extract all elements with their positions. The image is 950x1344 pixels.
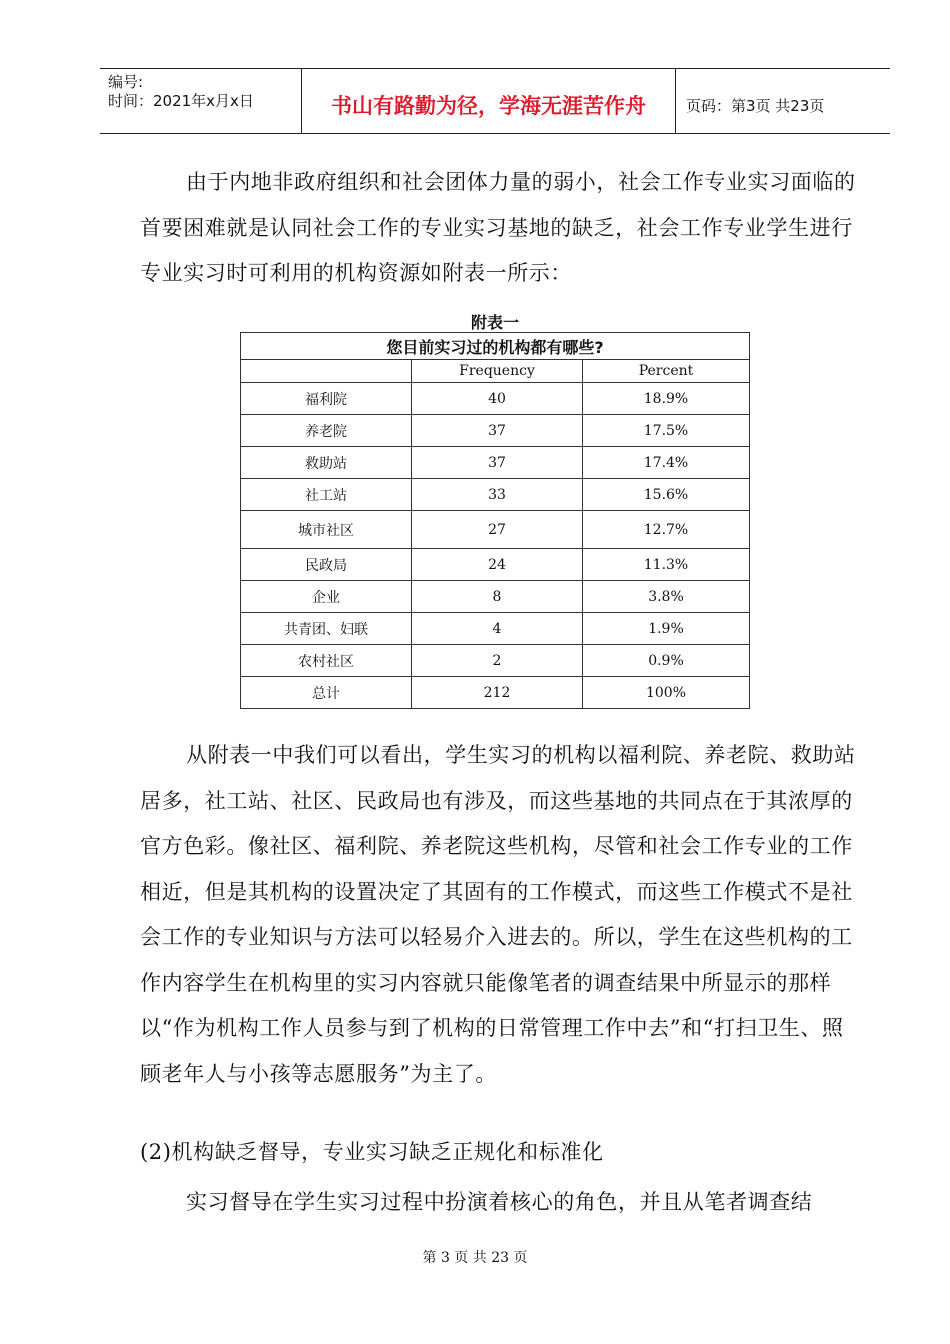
table-cell-frequency: 40 (412, 383, 583, 415)
table-cell-percent: 12.7% (583, 511, 750, 549)
header-meta (100, 69, 302, 133)
table-cell-institution: 养老院 (241, 415, 412, 447)
table-total-row (241, 677, 750, 709)
paragraph-2-text: 从附表一中我们可以看出，学生实习的机构以福利院、养老院、救助站居多，社工站、社区、民政局也有涉及，而这些基地的共同点在于其浓厚的官方色彩。像社区、福利院、养老院这些机构，尽管和社会工作专业的工作相近，但是其机构的设置决定了其固有的工作模式，而这些工作模式不是社会工作的专业知识与方法可以轻易介入进去的。所以，学生在这些机构的工作内容学生在机构里的实习内容就只能像笔者的调查结果中所显示的那样以“作为机构工作人员参与到了机构的日常管理工作中去”和“打扫卫生、照顾老年人与小孩等志愿服务”为主了。 (140, 743, 856, 1086)
table-cell-percent: 17.5% (583, 415, 750, 447)
table-cell-frequency: 2 (412, 645, 583, 677)
column-header-frequency: Frequency (412, 360, 583, 383)
frequency-table (240, 332, 750, 709)
table-cell-institution: 农村社区 (241, 645, 412, 677)
table-row (241, 479, 750, 511)
table-cell-frequency: 37 (412, 447, 583, 479)
serial-label: 编号: (108, 73, 144, 91)
page-header (100, 68, 890, 134)
table-row (241, 511, 750, 549)
table-cell-total-label: 总计 (241, 677, 412, 709)
table-question: 您目前实习过的机构都有哪些? (241, 333, 750, 360)
table-cell-percent: 17.4% (583, 447, 750, 479)
column-header-blank (241, 360, 412, 383)
table-row (241, 383, 750, 415)
header-page-number: 页码：第3页 共23页 (686, 96, 825, 115)
table-cell-percent: 15.6% (583, 479, 750, 511)
paragraph-3 (140, 1180, 860, 1226)
page-footer: 第 3 页 共 23 页 (422, 1250, 528, 1266)
table-cell-frequency: 24 (412, 549, 583, 581)
table-cell-frequency: 27 (412, 511, 583, 549)
table-row (241, 613, 750, 645)
header-motto: 书山有路勤为径，学海无涯苦作舟 (302, 69, 676, 133)
table-cell-institution: 救助站 (241, 447, 412, 479)
table-cell-frequency: 37 (412, 415, 583, 447)
table-row (241, 549, 750, 581)
section-subheading: (2)机构缺乏督导，专业实习缺乏正规化和标准化 (140, 1140, 604, 1164)
table-cell-institution: 企业 (241, 581, 412, 613)
table-cell-percent: 0.9% (583, 645, 750, 677)
table-row (241, 415, 750, 447)
table-cell-total-frequency: 212 (412, 677, 583, 709)
paragraph-2 (140, 733, 860, 1097)
paragraph-1 (140, 160, 860, 297)
table-title: 附表一 (470, 313, 519, 332)
table-row (241, 645, 750, 677)
table-row (241, 447, 750, 479)
date-label: 时间：2021年x月x日 (108, 92, 254, 110)
table-cell-frequency: 8 (412, 581, 583, 613)
table-cell-institution: 民政局 (241, 549, 412, 581)
paragraph-1-text: 由于内地非政府组织和社会团体力量的弱小，社会工作专业实习面临的首要困难就是认同社会工作的专业实习基地的缺乏，社会工作专业学生进行专业实习时可利用的机构资源如附表一所示： (140, 170, 856, 285)
table-cell-frequency: 4 (412, 613, 583, 645)
table-cell-percent: 18.9% (583, 383, 750, 415)
column-header-percent: Percent (583, 360, 750, 383)
table-cell-percent: 3.8% (583, 581, 750, 613)
table-cell-institution: 社工站 (241, 479, 412, 511)
table-cell-percent: 11.3% (583, 549, 750, 581)
table-cell-institution: 福利院 (241, 383, 412, 415)
table-cell-institution: 共青团、妇联 (241, 613, 412, 645)
table-cell-percent: 1.9% (583, 613, 750, 645)
table-header-row (241, 360, 750, 383)
table-cell-frequency: 33 (412, 479, 583, 511)
table-cell-institution: 城市社区 (241, 511, 412, 549)
paragraph-3-text: 实习督导在学生实习过程中扮演着核心的角色，并且从笔者调查结 (186, 1190, 813, 1214)
table-row (241, 581, 750, 613)
table-cell-total-percent: 100% (583, 677, 750, 709)
